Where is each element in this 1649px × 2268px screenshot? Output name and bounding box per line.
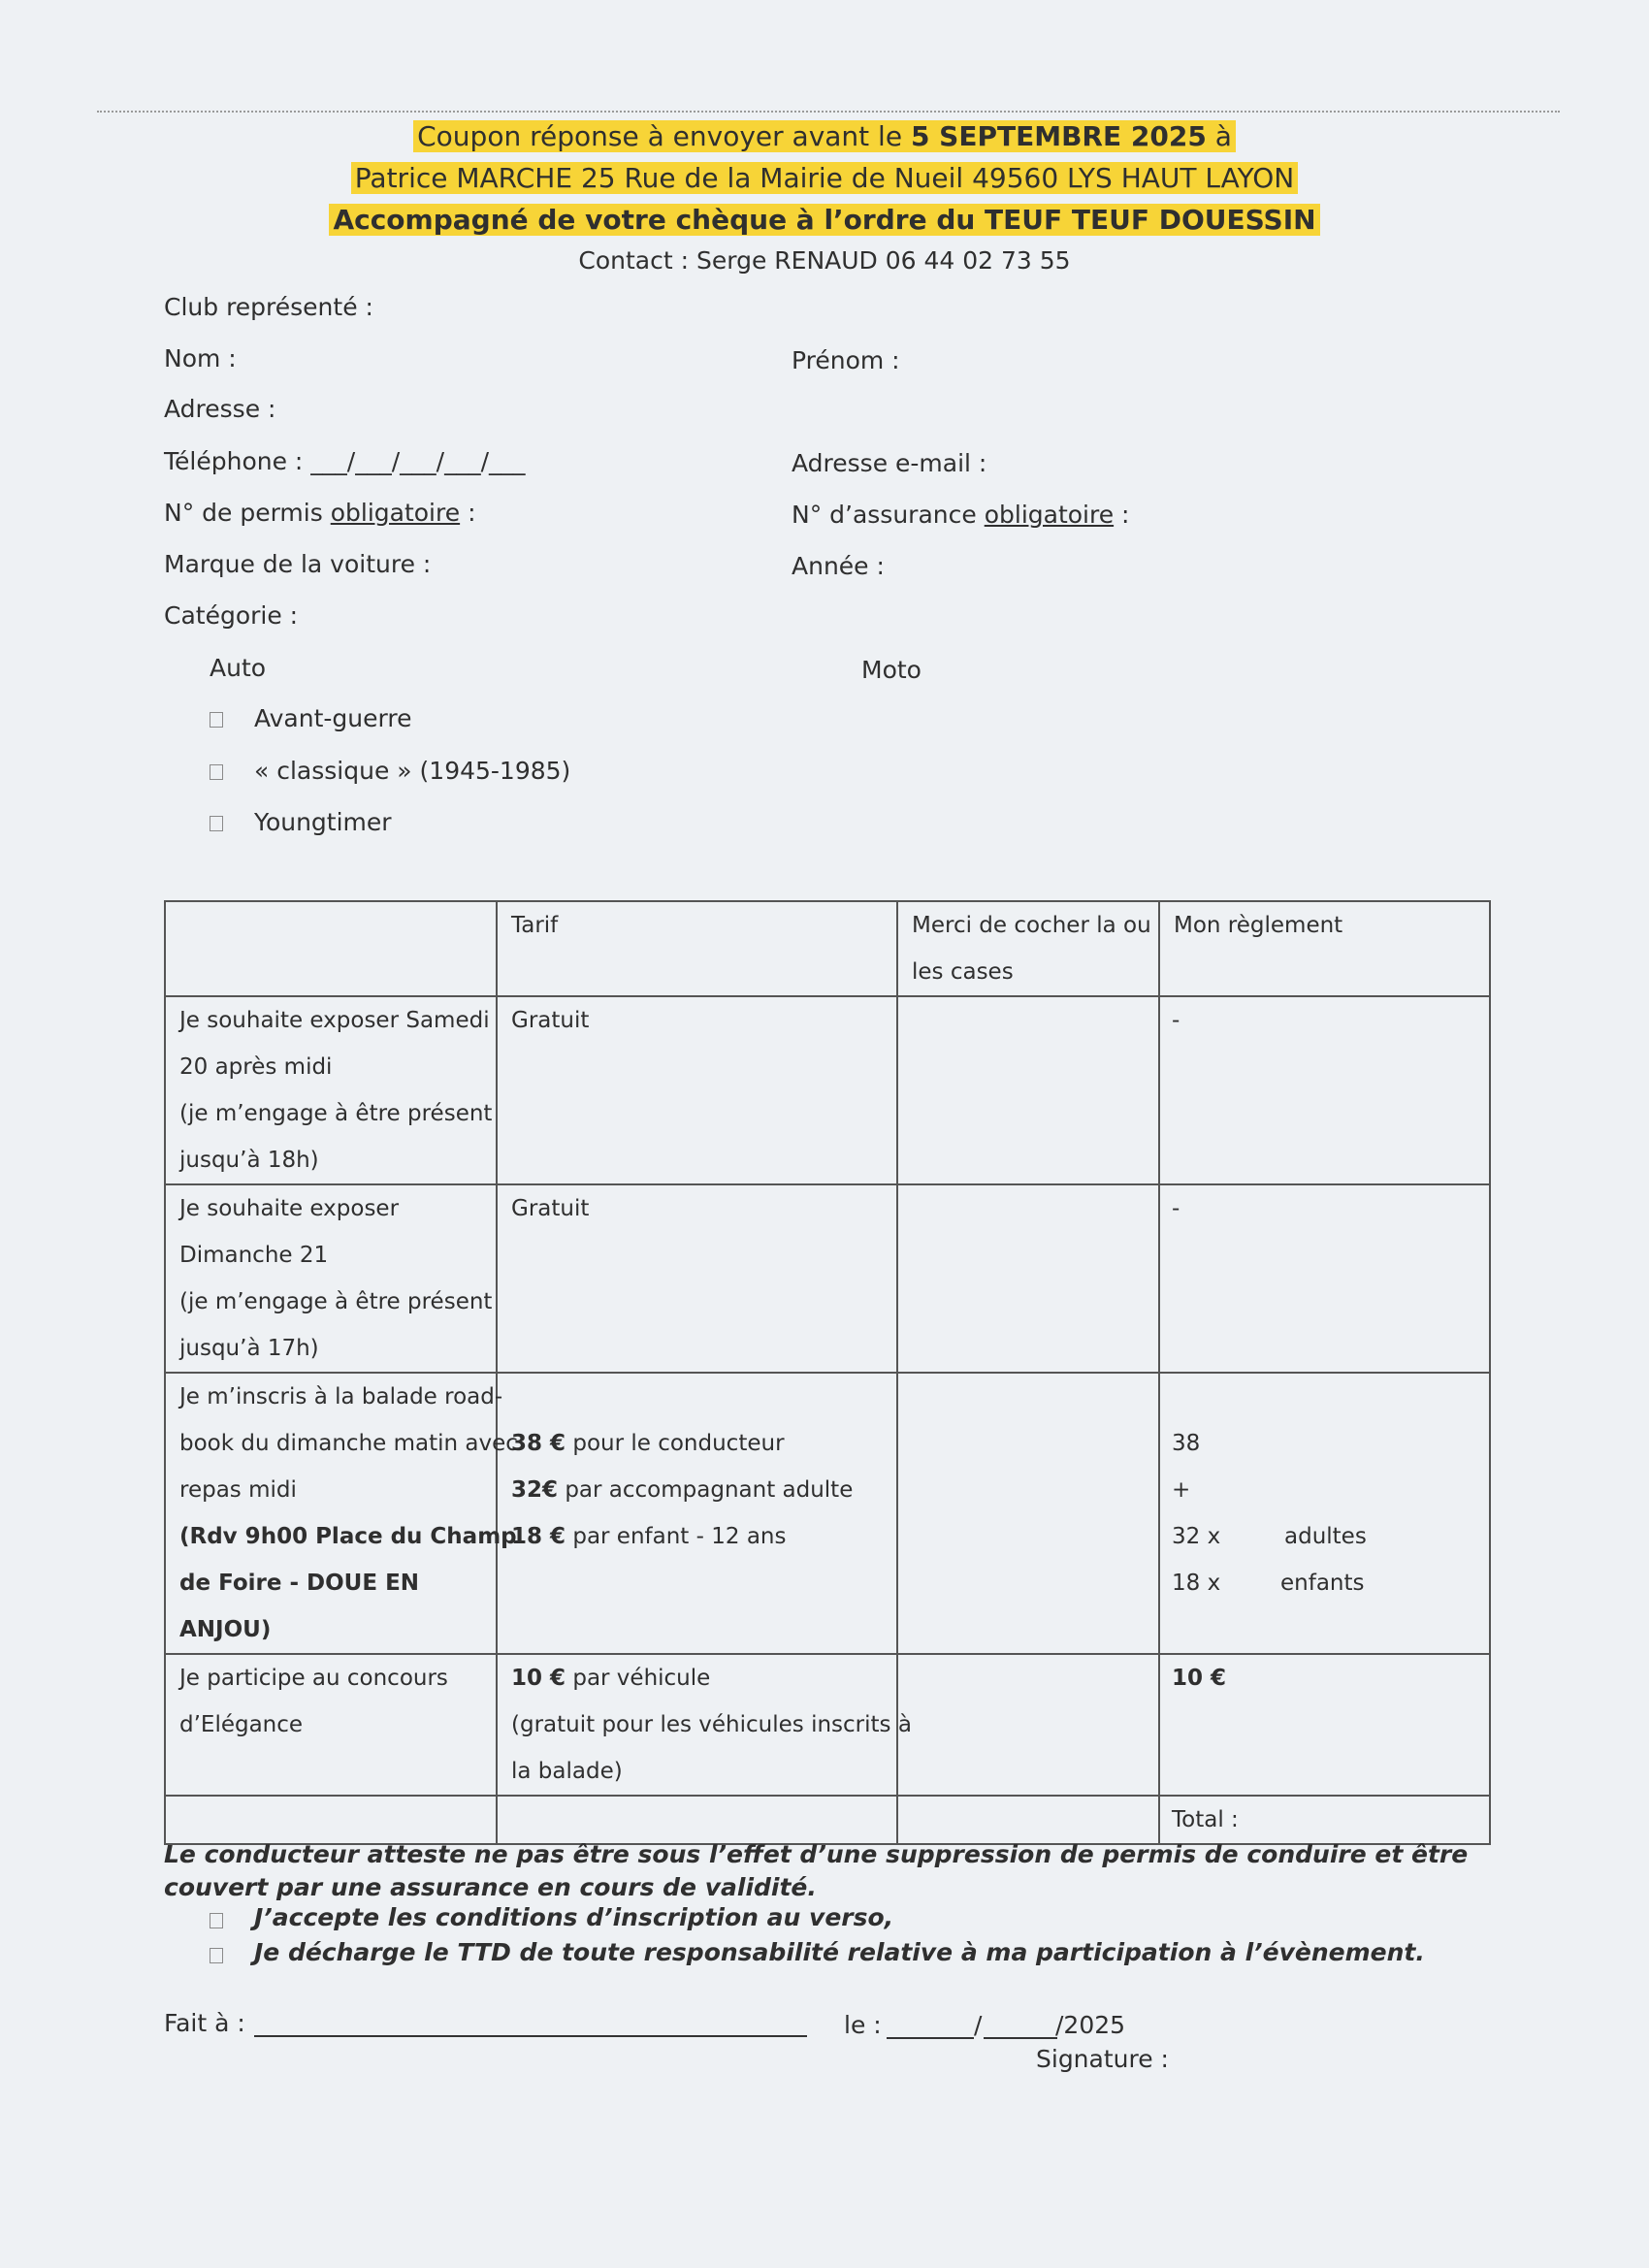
row4-reglement: 10 € — [1172, 1666, 1227, 1691]
header-cocher-line-1: Merci de cocher la ou — [912, 913, 1151, 938]
assurance-suffix: : — [1114, 501, 1130, 529]
youngtimer-label: Youngtimer — [254, 808, 392, 836]
row3-reglement-adultes — [1172, 1513, 1475, 1560]
date-label: le : — [844, 2011, 882, 2039]
row1-label-line: jusqu’à 18h) — [179, 1148, 319, 1173]
classique-label: « classique » (1945-1985) — [254, 757, 571, 785]
total-row-cell-empty — [897, 1796, 1159, 1844]
table-row — [165, 1654, 1490, 1796]
decharge-checkbox[interactable] — [210, 1948, 223, 1963]
assurance-label — [792, 499, 1129, 532]
marque-label: Marque de la voiture : — [164, 550, 432, 578]
row3-reglement-line: 38 — [1172, 1431, 1201, 1456]
youngtimer-checkbox[interactable] — [210, 816, 223, 831]
row3-tarif-desc: pour le conducteur — [566, 1431, 785, 1456]
row4-label-cell — [165, 1654, 497, 1796]
club-label: Club représenté : — [164, 293, 373, 321]
row3-adultes-multiplier: 32 x — [1172, 1524, 1221, 1549]
date-sep: / — [974, 2011, 983, 2039]
telephone-blank[interactable]: ___/___/___/___/___ — [310, 447, 526, 475]
row3-label-cell — [165, 1373, 518, 1654]
row4-reglement-cell[interactable] — [1159, 1654, 1490, 1796]
row3-tarif-desc: par accompagnant adulte — [558, 1477, 854, 1503]
adresse-label: Adresse : — [164, 395, 276, 423]
total-row-cell-empty — [497, 1796, 897, 1844]
row2-label-line: jusqu’à 17h) — [179, 1336, 319, 1361]
row3-adultes-unit: adultes — [1284, 1524, 1367, 1549]
classique-checkbox[interactable] — [210, 764, 223, 780]
assurance-obligatoire: obligatoire — [984, 501, 1115, 529]
row3-reglement-enfants — [1172, 1560, 1475, 1606]
row3-tarif-desc: par enfant - 12 ans — [566, 1524, 787, 1549]
header-cell-tarif — [497, 901, 897, 996]
row2-label-line: Je souhaite exposer — [179, 1196, 400, 1221]
row3-label-line: repas midi — [179, 1477, 297, 1503]
row3-tarif-price: 32€ — [511, 1477, 559, 1503]
row3-tarif-enfant — [511, 1513, 883, 1560]
header-contact: Contact : Serge RENAUD 06 44 02 73 55 — [578, 246, 1071, 275]
row3-tarif-cell — [497, 1373, 897, 1654]
header-deadline-date: 5 SEPTEMBRE 2025 — [910, 120, 1207, 152]
accept-conditions-label: J’accepte les conditions d’inscription au verso, — [254, 1903, 894, 1931]
moto-label: Moto — [861, 656, 922, 684]
row3-tarif-adulte — [511, 1467, 883, 1513]
nom-label: Nom : — [164, 344, 237, 373]
row3-rdv-line: de Foire - DOUE EN — [179, 1571, 420, 1596]
row1-tarif-cell — [497, 996, 897, 1184]
attestation-text: Le conducteur atteste ne pas être sous l’effet d’une suppression de permis de conduire et être couvert par une assurance en cours de validité. — [164, 1840, 1469, 1901]
permis-obligatoire: obligatoire — [330, 499, 461, 527]
row1-check-cell[interactable] — [897, 996, 1159, 1184]
total-row-cell-empty — [165, 1796, 497, 1844]
row4-label-line: d’Elégance — [179, 1712, 304, 1737]
row2-tarif-cell — [497, 1184, 897, 1373]
header-address: Patrice MARCHE 25 Rue de la Mairie de Nueil 49560 LYS HAUT LAYON — [351, 162, 1298, 194]
header-cocher-line-2: les cases — [912, 959, 1014, 985]
row3-rdv-line: ANJOU) — [179, 1617, 272, 1642]
row1-reglement: - — [1172, 1008, 1180, 1033]
email-label: Adresse e-mail : — [792, 449, 987, 477]
header-tarif-text: Tarif — [511, 913, 559, 938]
row1-tarif: Gratuit — [511, 1008, 590, 1033]
row4-tarif-line — [511, 1655, 883, 1701]
permis-suffix: : — [460, 499, 476, 527]
row1-label-line: (je m’engage à être présent — [179, 1101, 493, 1126]
row3-tarif-price: 38 € — [511, 1431, 566, 1456]
row3-tarif-conducteur — [511, 1420, 883, 1467]
row4-tarif-note: (gratuit pour les véhicules inscrits à — [511, 1712, 912, 1737]
date-month-line[interactable] — [984, 2037, 1057, 2039]
row2-tarif: Gratuit — [511, 1196, 590, 1221]
header-line-2 — [0, 158, 1649, 199]
participation-table — [164, 900, 1491, 1845]
telephone-label: Téléphone : — [164, 447, 304, 475]
header-cell-cocher — [897, 901, 1159, 996]
row2-reglement-cell[interactable] — [1159, 1184, 1490, 1373]
row1-reglement-cell[interactable] — [1159, 996, 1490, 1184]
fait-a-label: Fait à : — [164, 2009, 245, 2037]
row3-rdv-line: (Rdv 9h00 Place du Champ — [179, 1524, 517, 1549]
row1-label-cell — [165, 996, 497, 1184]
row4-tarif-cell — [497, 1654, 912, 1796]
row3-check-cell[interactable] — [897, 1373, 1159, 1654]
header-deadline-suffix: à — [1206, 120, 1232, 152]
row2-label-cell — [165, 1184, 497, 1373]
auto-label: Auto — [210, 654, 267, 682]
date-day-line[interactable] — [887, 2037, 974, 2039]
row2-reglement: - — [1172, 1196, 1180, 1221]
row4-tarif-price: 10 € — [511, 1666, 566, 1691]
row3-enfants-unit: enfants — [1280, 1571, 1365, 1596]
avant-guerre-label: Avant-guerre — [254, 704, 412, 732]
permis-label — [164, 497, 476, 530]
table-header-row — [165, 901, 1490, 996]
table-total-row — [165, 1796, 1490, 1844]
accept-conditions-checkbox[interactable] — [210, 1913, 223, 1928]
assurance-prefix: N° d’assurance — [792, 501, 985, 529]
signature-label: Signature : — [1036, 2045, 1169, 2073]
row3-label-line: book du dimanche matin avec — [179, 1431, 518, 1456]
permis-prefix: N° de permis — [164, 499, 331, 527]
annee-label: Année : — [792, 552, 885, 580]
header-cell-empty — [165, 901, 497, 996]
header-deadline-text: Coupon réponse à envoyer avant le — [417, 120, 911, 152]
avant-guerre-checkbox[interactable] — [210, 712, 223, 728]
table-row — [165, 1373, 1490, 1654]
total-label: Total : — [1172, 1807, 1239, 1832]
table-row — [165, 1184, 1490, 1373]
row3-tarif-price: 18 € — [511, 1524, 566, 1549]
header-cell-reglement — [1159, 901, 1490, 996]
prenom-label: Prénom : — [792, 346, 900, 374]
header-reglement-text: Mon règlement — [1174, 913, 1343, 938]
categorie-label: Catégorie : — [164, 601, 299, 630]
row3-enfants-multiplier: 18 x — [1172, 1571, 1221, 1596]
fait-a-line[interactable] — [254, 2035, 807, 2037]
row4-tarif-note: la balade) — [511, 1759, 623, 1784]
row1-label-line: Je souhaite exposer Samedi — [179, 1008, 490, 1033]
row4-label-line: Je participe au concours — [179, 1666, 448, 1691]
date-year: /2025 — [1055, 2011, 1126, 2039]
row2-check-cell[interactable] — [897, 1184, 1159, 1373]
row4-check-cell[interactable] — [897, 1654, 1159, 1796]
total-cell[interactable] — [1159, 1796, 1490, 1844]
row1-label-line: 20 après midi — [179, 1054, 333, 1080]
header-line-1 — [0, 116, 1649, 157]
header-line-3 — [0, 200, 1649, 241]
row4-tarif-desc: par véhicule — [566, 1666, 711, 1691]
row2-label-line: (je m’engage à être présent — [179, 1289, 493, 1314]
table-row — [165, 996, 1490, 1184]
row3-label-line: Je m’inscris à la balade road- — [179, 1384, 503, 1409]
telephone-field — [164, 445, 526, 478]
row2-label-line: Dimanche 21 — [179, 1243, 329, 1268]
dotted-cut-line — [97, 111, 1560, 113]
row3-reglement-line: + — [1172, 1477, 1191, 1503]
row3-reglement-cell[interactable] — [1159, 1373, 1490, 1654]
header-cheque-note: Accompagné de votre chèque à l’ordre du TEUF TEUF DOUESSIN — [329, 204, 1319, 236]
decharge-label: Je décharge le TTD de toute responsabilité relative à ma participation à l’évènement. — [254, 1938, 1425, 1966]
